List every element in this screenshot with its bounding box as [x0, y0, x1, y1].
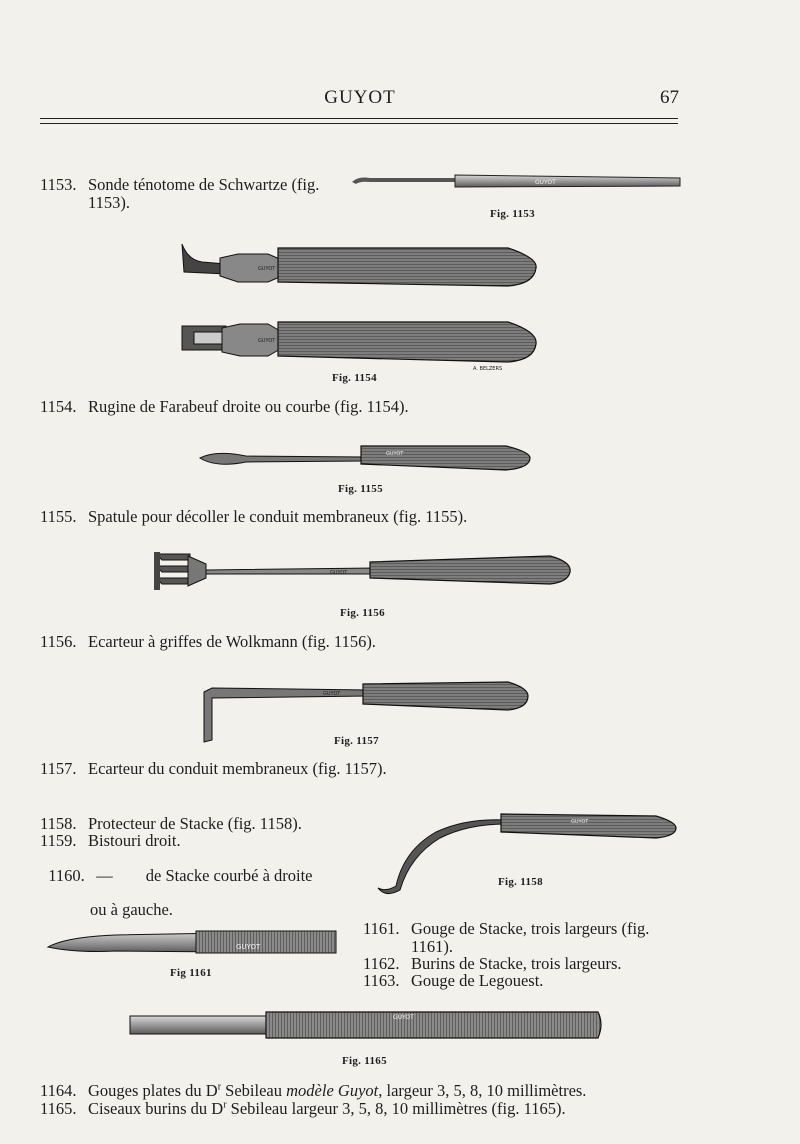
fig-1155-brand-mark: GUYOT [386, 451, 404, 457]
fig-1158-brand-mark: GUYOT [571, 819, 589, 825]
page-number: 67 [660, 87, 679, 108]
entry-1157: 1157. Ecarteur du conduit membraneux (fig. 1157). [40, 759, 387, 778]
fig-1153-brand-mark: GUYOT [535, 179, 556, 186]
fig-1158-caption: Fig. 1158 [498, 876, 543, 888]
entry-1159: 1159. Bistouri droit. [40, 831, 181, 850]
fig-1165-brand-mark: GUYOT [393, 1014, 414, 1021]
header-rule-top [40, 118, 678, 119]
entry-1155: 1155. Spatule pour décoller le conduit membraneux (fig. 1155). [40, 507, 468, 526]
header-rule-bottom [40, 123, 678, 124]
fig-1161-caption: Fig 1161 [170, 967, 212, 979]
fig-1156-caption: Fig. 1156 [340, 607, 385, 619]
entry-1164: 1164. Gouges plates du $D^r$ Sebileau modèle Guyot, largeur 3, 5, 8, 10 millimètres. [40, 1081, 587, 1100]
fig-1153-probe-illustration [350, 166, 685, 196]
fig-1153-caption: Fig. 1153 [490, 208, 535, 220]
entry-1163: 1163. Gouge de Legouest. [363, 971, 544, 990]
entry-1154: 1154. Rugine de Farabeuf droite ou courbe (fig. 1154). [40, 397, 409, 416]
fig-1157-brand-mark: GUYOT [323, 691, 341, 697]
fig-1156-rake-retractor-illustration [150, 548, 575, 608]
fig-1154-brand-mark-b: GUYOT [258, 338, 276, 344]
entry-1153: 1153. Sonde ténotome de Schwartze (fig. 1153). [40, 175, 320, 212]
fig-1165-caption: Fig. 1165 [342, 1055, 387, 1067]
fig-1157-caption: Fig. 1157 [334, 735, 379, 747]
fig-1154-rugine-straight [178, 318, 543, 373]
fig-1156-brand-mark: GUYOT [330, 570, 348, 576]
fig-1154-rugine-curved [178, 240, 543, 292]
fig-1161-gouge-illustration [46, 925, 338, 961]
entry-1160: 1160. — de Stacke courbé à droite ou à gauche. [48, 866, 313, 919]
entry-1165: 1165. Ciseaux burins du $D^r$ Sebileau largeur 3, 5, 8, 10 millimètres (fig. 1165). [40, 1099, 566, 1118]
entry-1158: 1158. Protecteur de Stacke (fig. 1158). [40, 814, 302, 833]
running-header-title: GUYOT [324, 87, 396, 108]
entry-1156: 1156. Ecarteur à griffes de Wolkmann (fig. 1156). [40, 632, 376, 651]
fig-1161-brand-mark: GUYOT [236, 943, 261, 951]
fig-1155-caption: Fig. 1155 [338, 483, 383, 495]
fig-1154-engraver-mark: A. BELZERS [473, 366, 503, 372]
fig-1155-spatula-illustration [196, 442, 536, 474]
fig-1154-caption: Fig. 1154 [332, 372, 377, 384]
entry-1162: 1162. Burins de Stacke, trois largeurs. [363, 954, 622, 973]
fig-1165-chisel-illustration [128, 1008, 606, 1046]
fig-1154-brand-mark-a: GUYOT [258, 266, 276, 272]
entry-1161: 1161. Gouge de Stacke, trois largeurs (fig. 1161). [363, 919, 650, 956]
